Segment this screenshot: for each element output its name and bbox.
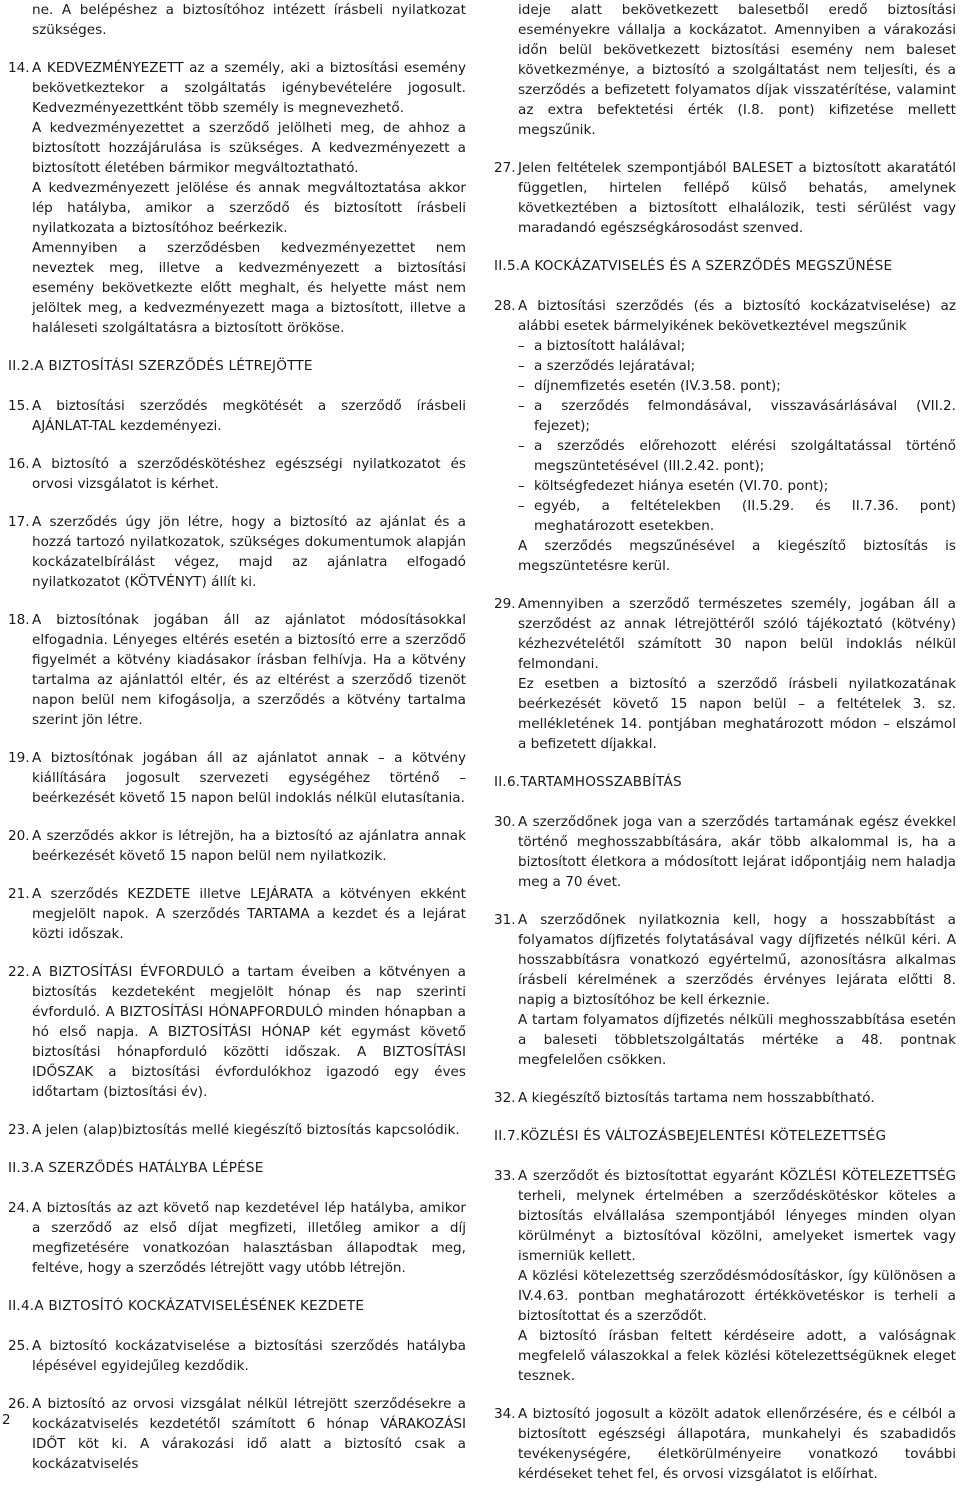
dash-marker: –: [518, 478, 525, 494]
heading-number: II.7.: [494, 1128, 521, 1144]
item-body: [32, 58, 466, 338]
item-number: 30.: [494, 814, 516, 830]
item-number: 26.: [8, 1396, 30, 1412]
heading-title: TARTAMHOSSZABBÍTÁS: [520, 774, 682, 790]
item-body: A jelen (alap)biztosítás mellé kiegészítő biztosítás kapcsolódik.: [32, 1122, 460, 1138]
section-heading-ii6: [494, 772, 956, 792]
section-item-23: [8, 1120, 466, 1140]
heading-title: A SZERZŐDÉS HATÁLYBA LÉPÉSE: [34, 1160, 264, 1176]
paragraph: A szerződőnek nyilatkoznia kell, hogy a hosszabbítást a folyamatos díjfizetés folytatásával vagy díjfizetés nélkül kéri. A hosszabbításra vonatkozó egyértelmű, azonosításra alkalmas írásbeli kérelmének a szerződés érvényes lejárata előtti 8. napig a biztosítóhoz be kell érkeznie.: [518, 912, 956, 1008]
dash-marker: –: [518, 338, 525, 354]
bullet-text: költségfedezet hiánya esetén (VI.70. pont);: [534, 478, 829, 494]
section-heading-ii3: [8, 1158, 466, 1178]
item-number: 28.: [494, 298, 516, 314]
section-item-22: [8, 962, 466, 1102]
paragraph: A szerződőt és biztosítottat egyaránt KÖZLÉSI KÖTELEZETTSÉG terheli, melynek értelmében a szerződéskötéskor köteles a biztosítás elvállalása szempontjából lényeges minden olyan körülményt a biztosítóval közölni, amelyeket ismertek vagy ismerniük kellett.: [518, 1168, 956, 1264]
item-number: 20.: [8, 828, 30, 844]
left-column: [8, 0, 466, 1492]
item-number: 34.: [494, 1406, 516, 1422]
item-number: 29.: [494, 596, 516, 612]
section-item-14: [8, 58, 466, 338]
dash-marker: –: [518, 438, 525, 454]
paragraph: Amennyiben a szerződő természetes személy, jogában áll a szerződést az annak létrejöttéről szóló tájékoztató (kötvény) kézhezvételétől számított 30 napon belül indoklás nélkül felmondani.: [518, 596, 956, 672]
section-item-24: [8, 1198, 466, 1278]
item-body: A szerződés akkor is létrejön, ha a biztosító az ajánlatra annak beérkezését követő 15 napon belül nem nyilatkozik.: [32, 828, 466, 864]
item-number: 21.: [8, 886, 30, 902]
section-heading-ii7: [494, 1126, 956, 1146]
item-body: A szerződés KEZDETE illetve LEJÁRATA a kötvényen ekként megjelölt napok. A szerződés TARTAMA a kezdet és a lejárat közti időszak.: [32, 886, 466, 942]
item-body: [518, 1166, 956, 1386]
right-column: [494, 0, 956, 1502]
heading-number: II.2.: [8, 358, 35, 374]
item-body: [518, 594, 956, 754]
paragraph: A közlési kötelezettség szerződésmódosításkor, így különösen a IV.4.63. pontban meghatározott értékkövetéskor is terheli a biztosítottat és a szerződőt.: [518, 1268, 956, 1324]
item-number: 14.: [8, 60, 30, 76]
lead-text: A biztosítási szerződés (és a biztosító kockázatviselése) az alábbi esetek bármelyikének bekövetkeztével megszűnik: [518, 298, 956, 334]
item-body: A biztosító a szerződéskötéshez egészségi nyilatkozatot és orvosi vizsgálatot is kérhet.: [32, 456, 466, 492]
bullet-item: [518, 376, 956, 396]
paragraph: A biztosító írásban feltett kérdéseire adott, a valóságnak megfelelő válaszokkal a felek közlési kötelezettségüknek eleget tesznek.: [518, 1328, 956, 1384]
paragraph: A KEDVEZMÉNYEZETT az a személy, aki a biztosítási esemény bekövetkeztekor a szolgáltatás igénybevételére jogosult. Kedvezményezettként több személy is megnevezhető.: [32, 60, 466, 116]
tail-text: A szerződés megszűnésével a kiegészítő biztosítás is megszüntetésre kerül.: [518, 538, 956, 574]
section-item-16: [8, 454, 466, 494]
item-number: 33.: [494, 1168, 516, 1184]
item-body: A biztosító kockázatviselése a biztosítási szerződés hatályba lépésével egyidejűleg kezdődik.: [32, 1338, 466, 1374]
heading-title: A BIZTOSÍTÓ KOCKÁZATVISELÉSÉNEK KEZDETE: [34, 1298, 365, 1314]
section-item-20: [8, 826, 466, 866]
item-number: 22.: [8, 964, 30, 980]
heading-number: II.5.: [494, 258, 521, 274]
section-item-15: [8, 396, 466, 436]
item-body: A kiegészítő biztosítás tartama nem hosszabbítható.: [518, 1090, 875, 1106]
section-item-30: [494, 812, 956, 892]
page-number: 2: [2, 1412, 11, 1428]
paragraph: Amennyiben a szerződésben kedvezményezettet nem neveztek meg, illetve a kedvezményezett a biztosítási esemény bekövetkezte előtt meghalt, és helyette mást nem jelöltek meg, a kedvezményezett maga a biztosított, illetve a haláleseti szolgáltatásra a biztosított örököse.: [32, 240, 466, 336]
section-heading-ii4: [8, 1296, 466, 1316]
bullet-text: a szerződés előrehozott elérési szolgáltatással történő megszüntetésével (III.2.42. pont);: [534, 438, 956, 474]
bullet-item: [518, 356, 956, 376]
item-number: 31.: [494, 912, 516, 928]
bullet-item: [518, 496, 956, 536]
item-number: 16.: [8, 456, 30, 472]
section-item-26: [8, 1394, 466, 1474]
item-number: 19.: [8, 750, 30, 766]
heading-number: II.3.: [8, 1160, 35, 1176]
heading-number: II.4.: [8, 1298, 35, 1314]
intro-paragraph: ne. A belépéshez a biztosítóhoz intézett írásbeli nyilatkozat szükséges.: [32, 2, 466, 38]
bullet-text: a biztosított halálával;: [534, 338, 686, 354]
dash-marker: –: [518, 398, 525, 414]
item-number: 25.: [8, 1338, 30, 1354]
bullet-text: díjnemfizetés esetén (IV.3.58. pont);: [534, 378, 781, 394]
paragraph: Ez esetben a biztosító a szerződő írásbeli nyilatkozatának beérkezését követő 15 napon belül – a feltételek 3. sz. mellékletének 14. pontjában meghatározott módon – elszámol a befizetett díjakkal.: [518, 676, 956, 752]
paragraph: A kedvezményezettet a szerződő jelölheti meg, de ahhoz a biztosított hozzájárulása is szükséges. A kedvezményezett a biztosított életében bármikor megváltoztatható.: [32, 120, 466, 176]
item-body: A biztosítónak jogában áll az ajánlatot annak – a kötvény kiállítására jogosult szervezeti egységéhez történő – beérkezését követő 15 napon belül indoklás nélkül elutasítania.: [32, 750, 466, 806]
section-item-18: [8, 610, 466, 730]
dash-marker: –: [518, 498, 525, 514]
continuation-paragraph: ideje alatt bekövetkezett balesetből eredő biztosítási eseményekre vállalja a kockázatot. Amennyiben a várakozási időn belül bekövetkezett biztosítási esemény nem baleset következménye, a biztosító a szolgáltatást nem teljesíti, és a szerződés a befizetett folyamatos díjak visszatérítése, valamint az extra befektetési érték (I.8. pont) kifizetése mellett megszűnik.: [518, 2, 956, 138]
item-body: A biztosítás az azt követő nap kezdetével lép hatályba, amikor a szerződő az első díjat megfizeti, illetőleg amikor a díj megfizetésére vonatkozóan halasztásban állapodtak meg, feltéve, hogy a szerződés létrejött vagy utóbb létrejön.: [32, 1200, 466, 1276]
heading-title: KÖZLÉSI ÉS VÁLTOZÁSBEJELENTÉSI KÖTELEZETTSÉG: [520, 1128, 887, 1144]
bullet-text: a szerződés felmondásával, visszavásárlásával (VII.2. fejezet);: [534, 398, 956, 434]
dash-marker: –: [518, 358, 525, 374]
dash-marker: –: [518, 378, 525, 394]
section-heading-ii2: [8, 356, 466, 376]
item-body: A biztosítási szerződés megkötését a szerződő írásbeli AJÁNLAT-TAL kezdeményezi.: [32, 398, 466, 434]
section-item-32: [494, 1088, 956, 1108]
heading-title: A KOCKÁZATVISELÉS ÉS A SZERZŐDÉS MEGSZŰNÉSE: [520, 258, 893, 274]
section-item-31: [494, 910, 956, 1070]
section-item-19: [8, 748, 466, 808]
bullet-item: [518, 436, 956, 476]
section-item-33: [494, 1166, 956, 1386]
section-item-21: [8, 884, 466, 944]
item-number: 32.: [494, 1090, 516, 1106]
bullet-text: a szerződés lejáratával;: [534, 358, 696, 374]
item-body: A szerződőnek joga van a szerződés tartamának egész évekkel történő meghosszabbítására, akár több alkalommal is, ha a biztosított életkora a módosított lejárat időpontjáig nem haladja meg a 70 évet.: [518, 814, 956, 890]
bullet-item: [518, 336, 956, 356]
item-body: [518, 296, 956, 576]
section-item-25: [8, 1336, 466, 1376]
item-body: A biztosító az orvosi vizsgálat nélkül létrejött szerződésekre a kockázatviselés kezdetétől számított 6 hónap VÁRAKOZÁSI IDŐT köt ki. A várakozási idő alatt a biztosító csak a kockázatviselés: [32, 1396, 466, 1472]
paragraph: A tartam folyamatos díjfizetés nélküli meghosszabbítása esetén a baleseti többletszolgáltatás mértéke a 48. pontnak megfelelően csökken.: [518, 1012, 956, 1068]
heading-title: A BIZTOSÍTÁSI SZERZŐDÉS LÉTREJÖTTE: [34, 358, 313, 374]
item-number: 23.: [8, 1122, 30, 1138]
bullet-item: [518, 476, 956, 496]
item-number: 24.: [8, 1200, 30, 1216]
bullet-item: [518, 396, 956, 436]
bullet-text: egyéb, a feltételekben (II.5.29. és II.7.36. pont) meghatározott esetekben.: [534, 498, 956, 534]
item-body: A szerződés úgy jön létre, hogy a biztosító az ajánlat és a hozzá tartozó nyilatkozatok, szükséges dokumentumok alapján kockázatelbírálást végez, majd az ajánlatra elfogadó nyilatkozatot (KÖTVÉNYT) állít ki.: [32, 514, 466, 590]
section-item-29: [494, 594, 956, 754]
item-body: A BIZTOSÍTÁSI ÉVFORDULÓ a tartam éveiben a kötvényen a biztosítás kezdeteként megjelölt hónap és nap szerinti évforduló. A BIZTOSÍTÁSI HÓNAPFORDULÓ minden hónapban a hó első napja. A BIZTOSÍTÁSI HÓNAP két egymást követő biztosítási hónapforduló közötti időszak. A BIZTOSÍTÁSI IDŐSZAK a biztosítási évfordulókhoz igazodó egy éves időtartam (biztosítási év).: [32, 964, 466, 1100]
heading-number: II.6.: [494, 774, 521, 790]
section-item-34: [494, 1404, 956, 1484]
item-body: Jelen feltételek szempontjából BALESET a biztosított akaratától független, hirtelen fellépő külső behatás, amelynek következtében a biztosított elhalálozik, testi sérülést vagy maradandó egészségkárosodást szenved.: [518, 160, 956, 236]
item-number: 17.: [8, 514, 30, 530]
item-number: 27.: [494, 160, 516, 176]
item-body: A biztosító jogosult a közölt adatok ellenőrzésére, és e célból a biztosított egészségi állapotára, munkahelyi és szabadidős tevékenységére, életkörülményeire vonatkozó további kérdéseket tehet fel, és orvosi vizsgálatot is előírhat.: [518, 1406, 956, 1482]
section-item-28: [494, 296, 956, 576]
item-body: A biztosítónak jogában áll az ajánlatot módosításokkal elfogadnia. Lényeges eltérés esetén a biztosító erre a szerződő figyelmét a kötvény kiadásakor írásban felhívja. Ha a kötvény tartalma az ajánlattól eltér, és az eltérést a szerződő tizenöt napon belül nem kifogásolja, a szerződés a kötvény tartalma szerint jön létre.: [32, 612, 466, 728]
item-number: 18.: [8, 612, 30, 628]
section-heading-ii5: [494, 256, 956, 276]
section-item-27: [494, 158, 956, 238]
paragraph: A kedvezményezett jelölése és annak megváltoztatása akkor lép hatályba, amikor a szerződő és biztosított írásbeli nyilatkozata a biztosítóhoz beérkezik.: [32, 180, 466, 236]
section-item-17: [8, 512, 466, 592]
item-body: [518, 910, 956, 1070]
item-number: 15.: [8, 398, 30, 414]
